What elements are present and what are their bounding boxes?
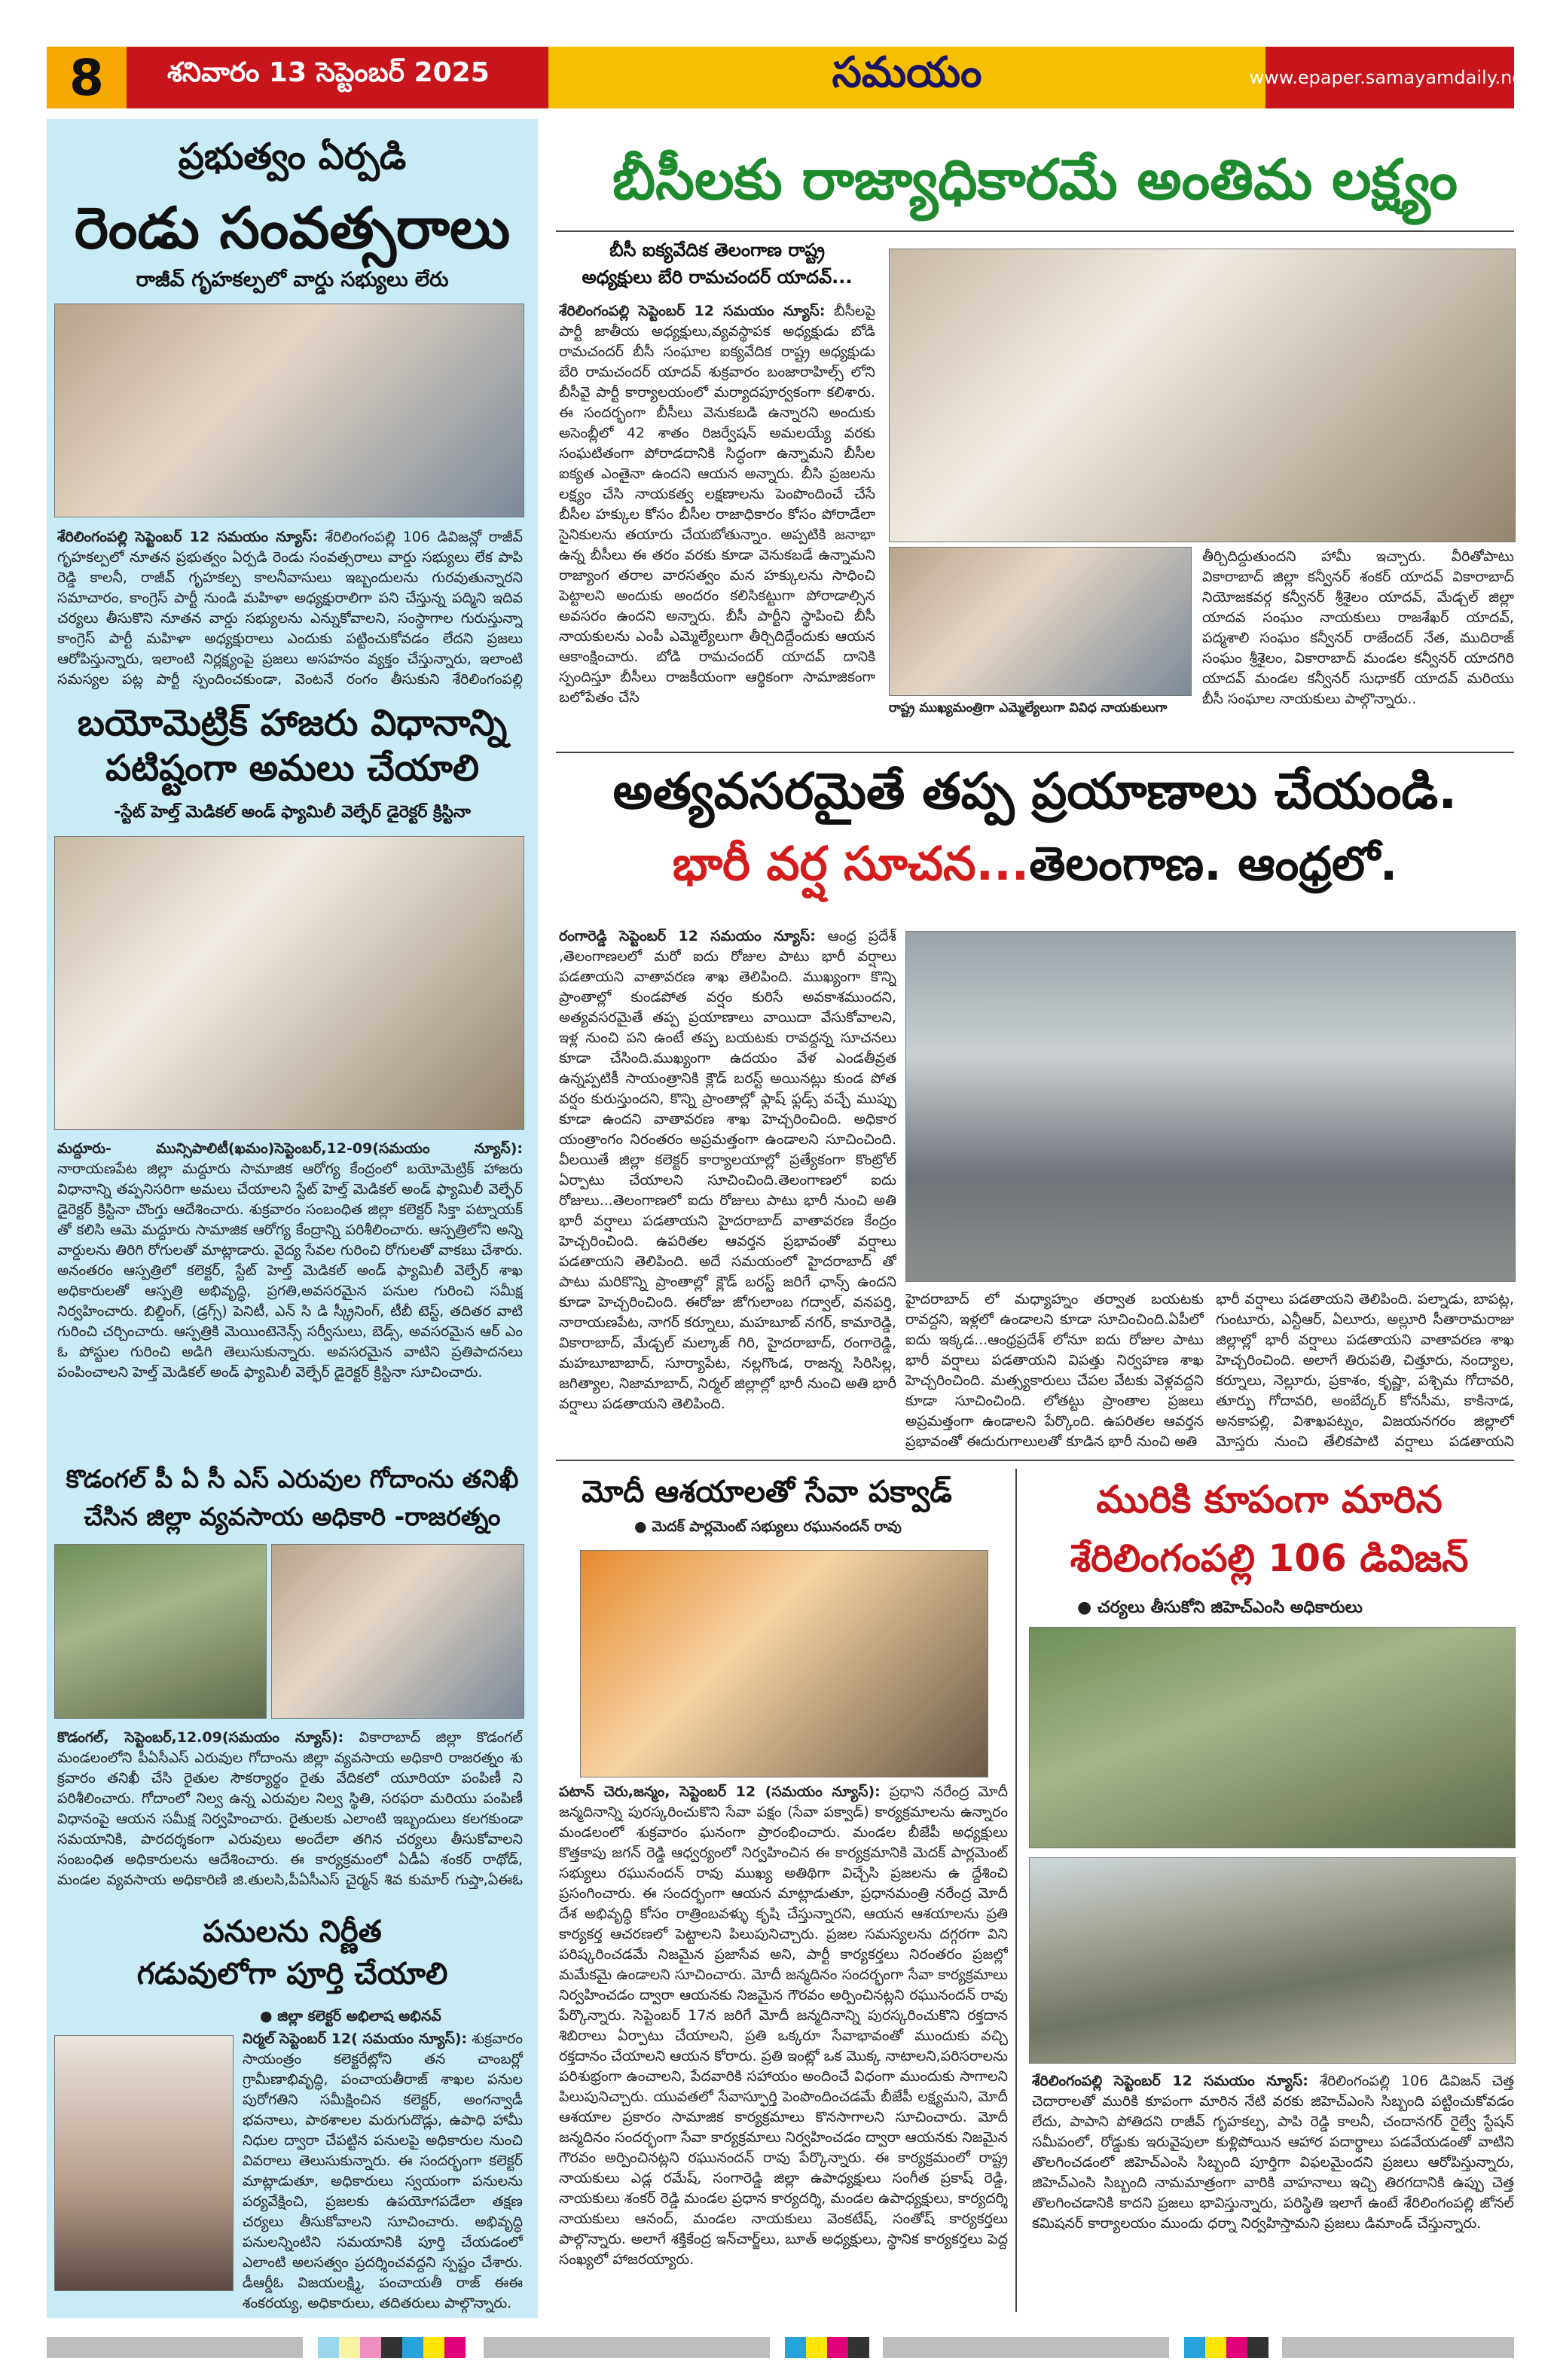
bc-bottom-rule [556,752,1514,753]
collector-body: నిర్మల్ సెప్టెంబర్ 12( సమయం న్యూస్): శుక్రవారం సాయంత్రం కలెక్టరేట్లోని తన చాంబర్లో గ్రామీణాభివృద్ధి, పంచాయతీరాజ్ శాఖల పనుల పురోగతిని సమీక్షించిన కలెక్టర్, అంగన్వాడీ భవనాలు, పాఠశాలల మరుగుదొడ్లు, ఉపాధి హామీ నిధుల ద్వారా చేపట్టిన పనులపై అధికారుల నుంచి వివరాలు తెలుసుకున్నారు. ఈ సందర్భంగా కలెక్టర్ మాట్లాడుతూ, అధికారులు స్వయంగా పనులను పర్యవేక్షించి, ప్రజలకు ఉపయోగపడేలా తక్షణ చర్యలు తీసుకోవాలని సూచించారు. అభివృద్ధి పనులన్నింటిని సమయానికి పూర్తి చేయడంలో ఎలాంటి అలసత్వం ప్రదర్శించవద్దని స్పష్టం చేశారు. డీఆర్డీఓ విజయలక్ష్మి, పంచాయతీ రాజ్ ఈఈ శంకరయ్య, అధికారులు, తదితరులు పాల్గొన్నారు. [243,2031,523,2311]
magenta-swatch-2 [827,2337,848,2358]
rajiv-subtitle: రాజీవ్ గృహకల్పలో వార్డు సభ్యులు లేరు [136,268,449,291]
newspaper-masthead: సమయం [548,47,1265,108]
page-number: 8 [47,47,127,108]
rajiv-building-photo [54,304,524,517]
kodangal-meeting-photo [271,1544,524,1719]
grey-bar-4 [1282,2337,1514,2358]
grey-bar-3 [883,2337,1169,2358]
issue-date: శనివారం 13 సెప్టెంబర్ 2025 [167,57,490,88]
url-band [1249,47,1531,108]
muriki-road-photo [1029,1627,1516,1848]
rain-subhead-black: తెలంగాణ. ఆంధ్రలో. [1029,836,1398,891]
magenta-swatch [444,2337,466,2358]
muriki-body: శేరిలింగంపల్లి సెప్టెంబర్ 12 సమయం న్యూస్: శేరిలింగంపల్లి 106 డివిజన్ చెత్త చెదారాలతో మురికి కూపంగా మారిన నేటి వరకు జిహెచ్ఎంసి సిబ్బంది పట్టించుకోవడం లేదు, పాపాని పోతిదని రాజీవ్ గృహకల్ప, పాపి రెడ్డి కాలనీ, చందానగర్ రైల్వే స్టేషన్ సమీపంలో, రోడ్డుకు ఇరువైపులా కుళ్లిపోయిన ఆహార పదార్థాలు పడవేయడంతో వాటిని తొలగించడంలో జిహెచ్ఎంసి సిబ్బంది పూర్తిగా విఫలమైందని ప్రజలు ఆరోపిస్తున్నారు, జిహెచ్ఎంసి సిబ్బంది నామమాత్రంగా వారికి వాహనాలు ఇచ్చి తిరగదానికి ఉప్పు చెత్త తొలగించడానికి కాదని ప్రజలు భావిస్తున్నారు, పరిస్థితి ఇలాగే ఉంటే శేరిలింగంపల్లి జోనల్ కమిషనర్ కార్యాలయం ముందు ధర్నా నిర్వహిస్తామని ప్రజలు డిమాండ్ చేస్తున్నారు. [1032,2073,1514,2232]
masthead-bar [47,47,1531,108]
biometric-title-line2: పటిష్టంగా అమలు చేయాలి [105,747,479,789]
bc-subtitle-line1: బీసీ ఐక్యవేదిక తెలంగాణ రాష్ట్ర [609,240,825,261]
cyan-swatch-3 [1184,2337,1205,2358]
column-divider [1015,1469,1017,2312]
rain-body: రంగారెడ్డి సెప్టెంబర్ 12 సమయం న్యూస్: ఆంధ్ర ప్రదేశ్ ,తెలంగాణలలో మరో ఐదు రోజుల పాటు భారీ వర్షాలు పడతాయని వాతావరణ శాఖ తెలిపింది. ముఖ్యంగా కొన్ని ప్రాంతాల్లో కుండపోత వర్షం కురిసే అవకాశముందని, అత్యవసరమైతే తప్ప ప్రయాణాలు వాయిదా వేసుకోవాలని, ఇళ్ల నుంచి పని ఉంటే తప్ప బయటకు రావద్దన్న సూచనలు కూడా చేసింది.ముఖ్యంగా ఉదయం వేళ ఎండతీవ్రత ఉన్నప్పటికీ సాయంత్రానికి క్లౌడ్ బరస్ట్ అయినట్లు కుండ పోత వర్షం కురుస్తుందని, కొన్ని ప్రాంతాల్లో ఫ్లాష్ ఫ్లడ్స్ వచ్చే ముప్పు కూడా ఉందని వాతావరణ శాఖ హెచ్చరించింది. అధికార యంత్రాంగం నిరంతరం అప్రమత్తంగా ఉండాలని సూచించింది. వీలయితే జిల్లా కలెక్టర్ కార్యాలయాల్లో ప్రత్యేకంగా కొంట్రోల్ ఏర్పాటు చేయాలని సూచించింది.తెలంగాణలో ఐదు రోజులు...తెలంగాణలో ఐదు రోజులు పాటు భారీ నుంచి అతి భారీ వర్షాలు పడతాయని హైదరాబాద్ వాతావరణ కేంద్రం హెచ్చరించింది. ఉపరితల ఆవర్తన ప్రభావంతో వర్షాలు పడతాయని తెలిపింది. అదే సమయంలో హైదరాబాద్ తో పాటు మరికొన్ని ప్రాంతాల్లో క్లౌడ్ బరస్ట్ జరిగే ఛాన్స్ ఉందని కూడా హెచ్చరించింది. ఈరోజు జోగులాంబ గద్వాల్, వనపర్తి, నారాయణపేట, నాగర్ కర్నూలు, మహబూబ్ నగర్, కామారెడ్డి, వికారాబాద్, మేడ్చల్ మల్కాజ్ గిరి, హైదరాబాద్, రంగారెడ్డి, మహబూబాబాద్, సూర్యాపేట, నల్లగొండ, రాజన్న సిరిసిల్ల, జగిత్యాల, నిజామాబాద్, నిర్మల్ జిల్లాల్లో భారీ నుంచి అతి భారీ వర్షాలు పడతాయని తెలిపింది. [559,928,896,1412]
modi-headline: మోదీ ఆశయాలతో సేవా పక్వాడ్ [582,1475,952,1509]
rain-street-photo [905,931,1516,1282]
rain-subhead-red: భారీ వర్ష సూచన... [672,836,1030,891]
bc-leaders-photo [889,249,1516,542]
yellow-tint-swatch [339,2337,360,2358]
muriki-title-line1: మురికి కూపంగా మారిన [1096,1478,1443,1521]
bc-body: శేరిలింగంపల్లి సెప్టెంబర్ 12 సమయం న్యూస్: బీసీలపై పార్టీ జాతీయ అధ్యక్షులు,వ్యవస్థాపక అధ్యక్షుడు బోడి రామచందర్ బీసీ సంఘాల ఐక్యవేదిక రాష్ట్ర అధ్యక్షుడు బేరి రామచందర్ యాదవ్ శుక్రవారం బంజారాహిల్స్ లోని బీసీవై పార్టీ కార్యాలయంలో మర్యాదపూర్వకంగా కలిశారు. ఈ సందర్భంగా బీసీలు వెనుకబడి ఉన్నారని అందుకు అసెంబ్లీలో 42 శాతం రిజర్వేషన్ అమలయ్యే వరకు సంఘటితంగా పోరాడదానికి సిద్ధంగా ఉన్నామని బీసీల ఐక్యత ఎంతైనా ఉందని ఆయన అన్నారు. బీసి ప్రజలను లక్ష్యం చేసి నాయకత్వ లక్షణాలను పెంపొందించే చేసే బీసీల హక్కుల కోసం బీసీల రాజాధికారం కోసం పోరాడేలా సైనికులను తయారు చేయబోతున్నాం. అప్పటికి జనాభా ఉన్న బీసీలు ఈ తరం వరకు కూడా వెనుకబడే ఉన్నామని రాజ్యాంగ తరాల వారసత్వం మన హక్కులను సాధించి పెట్టాలని అందుకు అందరం కలిసికట్టుగా పోరాడాల్సిన అవసరం ఉందని అన్నారు. బీసీ పార్టీని స్థాపించి బీసీ నాయకులను ఎంపీ ఎమ్మెల్యేలుగా తీర్చిదిద్దేందుకు ఆయన ఆకాంక్షించారు. బోడి రామచందర్ యాదవ్ దానికి స్పందిస్తూ బీసీలు రాజకీయంగా ఆర్థికంగా సామాజికంగా బలోపేతం చేసి [559,303,875,706]
epaper-url[interactable]: www.epaper.samayamdaily.net [1249,67,1531,88]
cyan-swatch [402,2337,423,2358]
bc-rule [556,230,1514,232]
kodangal-warehouse-photo [54,1544,267,1719]
kodangal-title-line1: కొడంగల్ పీ ఏ సీ ఎస్ ఎరువుల గోదాంను తనిఖీ [66,1464,519,1494]
modi-subtitle: ● మెదక్ పార్లమెంట్ సభ్యులు రఘునందన్ రావు [634,1518,902,1535]
muriki-subtitle: ● చర్యలు తీసుకోని జిహెచ్ఎంసి అధికారులు [1077,1598,1363,1617]
grey-bar-2 [484,2337,770,2358]
bc-photo-caption: రాష్ట్ర ముఖ్యమంత్రిగా ఎమ్మెల్యేలుగా వివిధ నాయకులుగా [889,700,1168,716]
muriki-title-line2: శేరిలింగంపల్లి 106 డివిజన్ [1070,1536,1469,1580]
modi-event-photo [580,1550,988,1777]
bc-group-photo [889,547,1192,696]
magenta-swatch-3 [1226,2337,1247,2358]
yellow-swatch [423,2337,444,2358]
black-swatch-2 [848,2337,869,2358]
rajiv-body: శేరిలింగంపల్లి సెప్టెంబర్ 12 సమయం న్యూస్: శేరిలింగంపల్లి 106 డివిజన్లో రాజీవ్ గృహకల్పలో నూతన ప్రభుత్వం ఏర్పడి రెండు సంవత్సరాలు వార్డు సభ్యులు లేక పాపి రెడ్డి కాలనీ, రాజీవ్ గృహకల్ప కాలనీవాసులు ఇబ్బందులను గురవుతున్నారని సమాచారం, కాంగ్రెస్ పార్టీ నుండి మహిళా అధ్యక్షురాలిగా పని చేస్తున్న పద్మిని ఇదివ చర్యలు తీసుకొని నూతన వార్డు సభ్యులను ఎన్నుకోవాలని, సంస్థాగాల గురుస్తున్నా కాంగ్రెస్ పార్టీ మహిళా అధ్యక్షురాలు ఎందుకు పట్టించుకోవడం లేదని ప్రజలు ఆరోపిస్తున్నారు, ఇలాంటి నిర్లక్ష్యంపై ప్రజలు అసహనం వ్యక్తం చేస్తున్నారు, ఇలాంటి సమస్యల పట్ల పార్టీ స్పందించకుండా, వెంటనే రంగం తీసుకుని శేరిలింగంపల్లి [57,529,523,688]
rain-bottom-rule [556,1460,1514,1461]
rajiv-title-line2: రెండు సంవత్సరాలు [74,194,511,261]
bc-body-continued: తీర్చిదిద్దుతుందని హామీ ఇచ్చారు. వీరితోపాటు వికారాబాద్ జిల్లా కన్వీనర్ శంకర్ యాదవ్ వికారాబాద్ నియోజకవర్గ కన్వీనర్ శ్రీశైలం యాదవ్, మేడ్చల్ జిల్లా యాదవ సంఘం నాయకులు రాజశేఖర్ యాదవ్, పద్మశాలి సంఘం కన్వీనర్ రాజేందర్ నేత, ముదిరాజ్ సంఘం శ్రీశైలం, వికారాబాద్ మండల కన్వీనర్ యాదగిరి యాదవ్ మండల కన్వీనర్ సుధాకర్ యాదవ్ మరియు బీసీ సంఘాల నాయకులు పాల్గొన్నారు.. [1202,548,1514,707]
collector-portrait-photo [54,2035,234,2291]
bc-subtitle-line2: అధ్యక్షులు బేరి రామచందర్ యాదవ్... [582,267,853,288]
bc-headline: బీసీలకు రాజ్యాధికారమే అంతిమ లక్ష్యం [612,148,1458,212]
biometric-subtitle: -స్టేట్ హెల్త్ మెడికల్ అండ్ ఫ్యామిలీ వెల్ఫేర్ డైరెక్టర్ క్రిస్టినా [114,803,471,822]
grey-bar [47,2337,303,2358]
muriki-garbage-photo [1029,1857,1516,2064]
print-color-bar [47,2337,1514,2358]
rain-headline: అత్యవసరమైతే తప్ప ప్రయాణాలు చేయండి. [612,762,1458,820]
black-swatch [381,2337,402,2358]
cyan-tint-swatch [318,2337,339,2358]
rain-body-col2: హైదరాబాద్ లో మధ్యాహ్నం తర్వాత బయటకు రావద్దని, ఇళ్లలో ఉండాలని కూడా సూచించింది.ఏపీలో ఐదు ఇక్కడ...ఆంధ్రప్రదేశ్ లోనూ ఐదు రోజుల పాటు భారీ వర్షాలు పడతాయని విపత్తు నిర్వహణ శాఖ హెచ్చరించింది. మత్స్యకారులు చేపల వేటకు వెళ్లవద్దని కూడా సూచించింది. లోతట్టు ప్రాంతాల ప్రజలు అప్రమత్తంగా ఉండాలని పేర్కొంది. ఉపరితల ఆవర్తన ప్రభావంతో ఈదురుగాలులతో కూడిన భారీ నుంచి అతి [905,1291,1204,1450]
yellow-swatch-3 [1205,2337,1226,2358]
biometric-hospital-photo [54,836,524,1130]
black-swatch-3 [1247,2337,1268,2358]
collector-subtitle: ● జిల్లా కలెక్టర్ అభిలాష అభినవ్ [260,2008,441,2025]
rajiv-title-line1: ప్రభుత్వం ఏర్పడి [178,136,407,178]
magenta-tint-swatch [360,2337,381,2358]
rain-body-col3: భారీ వర్షాలు పడతాయని తెలిపింది. పల్నాడు, బాపట్ల, గుంటూరు, ఎన్టీఆర్, ఏలూరు, అల్లూరి సీతారామరాజు జిల్లాల్లో భారీ వర్షాలు పడతాయని వాతావరణ శాఖ హెచ్చరించింది. అలాగే తిరుపతి, చిత్తూరు, నంద్యాల, కర్నూలు, నెల్లూరు, ప్రకాశం, కృష్ణా, పశ్చిమ గోదావరి, తూర్పు గోదావరి, అంబేద్కర్ కోనసీమ, కాకినాడ, అనకాపల్లి, విశాఖపట్నం, విజయనగరం జిల్లాలో మోస్తరు నుంచి తేలికపాటి వర్షాలు పడతాయని [1216,1291,1514,1450]
biometric-body: మద్దూరు- మున్సిపాలిటీ(ఖమం)సెప్టెంబర్,12-09(సమయం న్యూస్): నారాయణపేట జిల్లా మద్దూరు సామాజిక ఆరోగ్య కేంద్రంలో బయోమెట్రిక్ హాజరు విధానాన్ని తప్పనిసరిగా అమలు చేయాలని స్టేట్ హెల్త్ మెడికల్ అండ్ ఫ్యామిలీ వెల్ఫేర్ డైరెక్టర్ క్రిస్టినా చొంగ్తు ఆదేశించారు. శుక్రవారం సంబంధిత జిల్లా కలెక్టర్ సిక్తా పట్నాయక్ తో కలిసి ఆమె మద్దూరు సామాజిక ఆరోగ్య కేంద్రాన్ని పరిశీలించారు. ఆస్పత్రిలోని అన్ని వార్డులను తిరిగి రోగులతో మాట్లాడారు. వైద్య సేవల గురించి రోగులతో వాకబు చేశారు. అనంతరం ఆస్పత్రిలో కలెక్టర్, స్టేట్ హెల్త్ మెడికల్ అండ్ ఫ్యామిలీ వెల్ఫేర్ శాఖ అధికారులతో ఆస్పత్రి అభివృద్ధి, ప్రగతి,అవసరమైన పనుల గురించి సమీక్ష నిర్వహించారు. బిల్డింగ్, (డ్రగ్స్) పెనిటీ, ఎన్ సి డి స్క్రీనింగ్, టీబీ టెస్ట్, తదితర వాటి గురించి చర్చించారు. ఆస్పత్రికి మెయింటెనెన్స్ సర్వీసులు, బెడ్స్, అవసరమైన ఆర్ ఎం ఓ పోస్టుల గురించి అడిగి తెలుసుకున్నారు. అవసరమైన వాటిని ప్రతిపాదనలు పంపించాలని హెల్త్ మెడికల్ అండ్ ఫ్యామిలీ వెల్ఫేర్ డైరెక్టర్ క్రిస్టినా సూచించారు. [57,1140,523,1381]
rain-subheadline [556,836,1514,902]
modi-body: పటాన్ చెరు,జన్మం, సెప్టెంబర్ 12 (సమయం న్యూస్): ప్రధాని నరేంద్ర మోదీ జన్మదినాన్ని పురస్కరించుకొని సేవా పక్షం (సేవా పక్వాడ్) కార్యక్రమాలను ఉన్నారం మండలంలో శుక్రవారం ఘనంగా ప్రారంభించారు. మండల బీజేపీ అధ్యక్షులు కొత్తకాపు జగన్ రెడ్డి ఆధ్వర్యంలో నిర్వహించిన ఈ కార్యక్రమానికి మెదక్ పార్లమెంట్ సభ్యులు రఘునందన్ రావు ముఖ్య అతిథిగా విచ్చేసి ప్రజలను ఉ ద్దేశించి ప్రసంగించారు. ఈ సందర్భంగా ఆయన మాట్లాడుతూ, ప్రధానమంత్రి నరేంద్ర మోదీ దేశ అభివృద్ధి కోసం రాత్రింబవళ్ళు కృషి చేస్తున్నారని, ఆయన ఆశయాలను ప్రతి కార్యకర్త ఆచరణలో పెట్టాలని పిలుపునిచ్చారు. ప్రజల సమస్యలను దగ్గరగా విని పరిష్కరించడమే నిజమైన ప్రజాసేవ అని, పార్టీ కార్యకర్తలు నిరంతరం ప్రజల్లో మమేకమై ఉండాలని సూచించారు. మోదీ జన్మదినం సందర్భంగా సేవా కార్యక్రమాలు నిర్వహించడం ద్వారా ఆయనకు నిజమైన గౌరవం అర్పించినట్లని రఘునందన్ రావు పేర్కొన్నారు. సెప్టెంబర్ 17న జరిగే మోదీ జన్మదినాన్ని పురస్కరించుకొని రక్తదాన శిబిరాలు ఏర్పాటు చేయాలని, ప్రతి ఒక్కరూ సేవాభావంతో ముందుకు వచ్చి రక్తదానం చేయాలని ఆయన కోరారు. ప్రతి ఇంట్లో ఒక మొక్క నాటాలని,పరిసరాలను పరిశుభ్రంగా ఉంచాలని, పేదవారికి సహాయం అందించే విధంగా ముందుకు సాగాలని పిలుపునిచ్చారు. యువతలో సేవాస్ఫూర్తి పెంపొందించడమే బీజేపీ లక్ష్యమని, మోదీ ఆశయాల ప్రకారం సామాజిక కార్యక్రమాలు కొనసాగాలని సూచించారు. మోదీ జన్మదినం సందర్భంగా సేవా కార్యక్రమాలు నిర్వహించడం ద్వారా ఆయనకు నిజమైన గౌరవం అర్పించినట్లని రఘునందన్ రావు పేర్కొన్నారు. ఈ కార్యక్రమంలో రాష్ట్ర నాయకులు ఎడ్ల రమేష్, సంగారెడ్డి జిల్లా ఉపాధ్యక్షులు సంగీత ప్రకాష్ రెడ్డి, నాయకులు శంకర్ రెడ్డి మండల ప్రధాన కార్యదర్శి, మండల ఉపాధ్యక్షులు, కార్యదర్శి నాయకులు ఆనంద్, మండల నాయకులు వెంకటేష్, సంతోష్ కార్యకర్తలు పాల్గొన్నారు. అలాగే శక్తికేంద్ర ఇన్‌చార్జ్‌లు, బూత్ అధ్యక్షులు, స్థానిక కార్యకర్తలు పెద్ద సంఖ్యలో హాజరయ్యారు. [559,1783,1008,2268]
kodangal-body: కొడంగల్, సెప్టెంబర్,12.09(సమయం న్యూస్): వికారాబాద్ జిల్లా కొడంగల్ మండలంలోని పీఏసీఎస్ ఎరువుల గోదాంను జిల్లా వ్యవసాయ అధికారి రాజరత్నం శు క్రవారం తనిఖీ చేసి రైతుల సౌకర్యార్థం రైతు వేదికలో యూరియా పంపిణీ ని పరిశీలించారు. గోదాంలో నిల్వ ఉన్న ఎరువుల నిల్వ స్థితి, సరఫరా మరియు పంపిణీ విధానంపై ఆయన సమీక్ష నిర్వహించారు. రైతులకు ఎలాంటి ఇబ్బందులు కలగకుండా సమయానికి, పారదర్శకంగా ఎరువులు అందేలా తగిన చర్యలు తీసుకోవాలని సంబంధిత అధికారులను ఆదేశించారు. ఈ కార్యక్రమంలో ఏడీఏ శంకర్ రాథోడ్, మండల వ్యవసాయ అధికారిణి జి.తులసి,పీఏసీఎస్ చైర్మన్ శివ కుమార్ గుప్తా,ఏఈఓ [57,1729,523,1888]
collector-title-line2: గడువులోగా పూర్తి చేయాలి [136,1957,448,1991]
yellow-swatch-2 [806,2337,827,2358]
kodangal-title-line2: చేసిన జిల్లా వ్యవసాయ అధికారి -రాజరత్నం [84,1502,501,1531]
biometric-title-line1: బయోమెట్రిక్ హాజరు విధానాన్ని [77,702,508,744]
cyan-swatch-2 [785,2337,806,2358]
collector-title-line1: పనులను నిర్ణీత [203,1915,382,1949]
